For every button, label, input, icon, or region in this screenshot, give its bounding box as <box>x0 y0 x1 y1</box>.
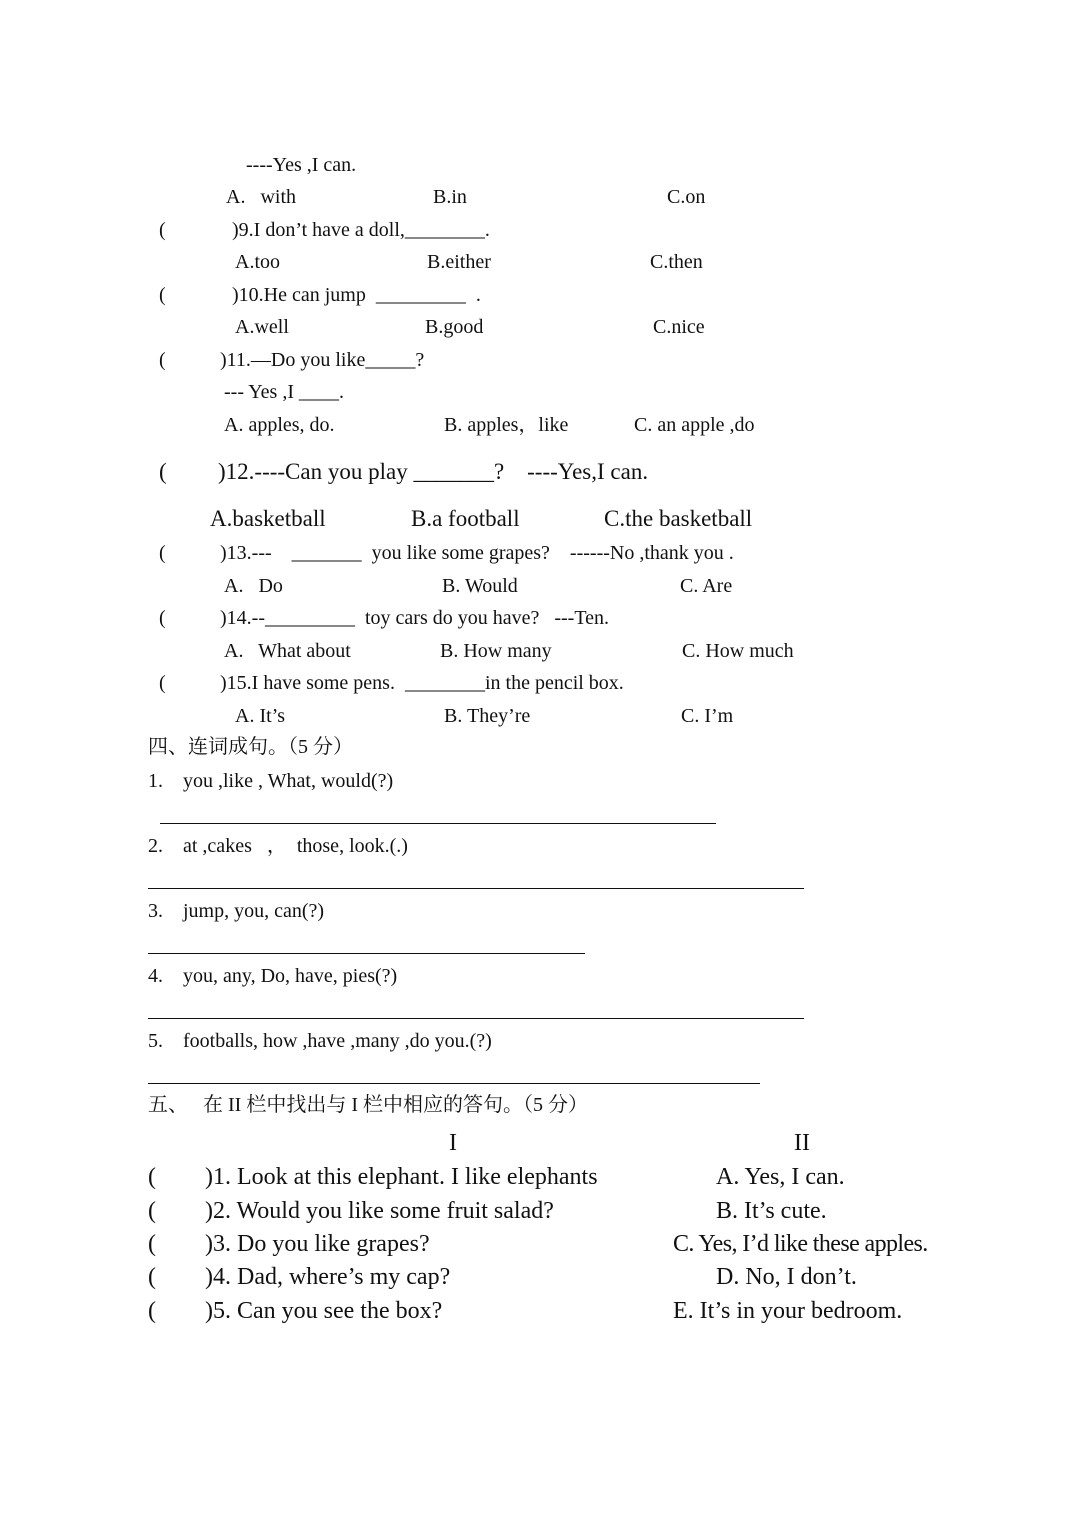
section5-question-2: )2. Would you like some fruit salad? <box>205 1198 554 1224</box>
answer-line-4 <box>148 1018 804 1019</box>
q9-paren: ( <box>159 219 166 241</box>
q11-option-b: B. apples，like <box>444 414 569 436</box>
q15-option-c: C. I’m <box>681 705 734 727</box>
answer-line-5 <box>148 1083 760 1084</box>
section5-paren-3: ( <box>148 1231 156 1257</box>
q8-option-b: B.in <box>433 186 467 208</box>
q8-option-a: A. with <box>226 186 296 208</box>
q15-option-b: B. They’re <box>444 705 531 727</box>
section5-paren-2: ( <box>148 1198 156 1224</box>
q9-option-b: B.either <box>427 251 491 273</box>
q13-paren: ( <box>159 542 166 564</box>
q13-option-c: C. Are <box>680 575 733 597</box>
section5-answer-b: B. It’s cute. <box>716 1198 827 1224</box>
q15-option-a: A. It’s <box>235 705 285 727</box>
q8-answer: ----Yes ,I can. <box>246 154 357 176</box>
q12-option-a: A.basketball <box>210 506 326 531</box>
section4-title: 四、连词成句。（5 分） <box>148 736 353 758</box>
section5-question-1: )1. Look at this elephant. I like elephants <box>205 1164 598 1190</box>
q12-paren: ( <box>159 459 167 484</box>
section5-question-5: )5. Can you see the box? <box>205 1298 443 1324</box>
section5-answer-d: D. No, I don’t. <box>716 1264 857 1290</box>
section5-answer-c: C. Yes, I’d like these apples. <box>673 1231 928 1257</box>
section5-question-3: )3. Do you like grapes? <box>205 1231 430 1257</box>
section5-answer-a: A. Yes, I can. <box>716 1164 845 1190</box>
q11-option-a: A. apples, do. <box>224 414 335 436</box>
q10-stem: )10.He can jump _________ . <box>232 284 481 306</box>
q12-stem: )12.----Can you play _______? ----Yes,I can. <box>218 459 649 484</box>
answer-line-2 <box>148 888 804 889</box>
q9-stem: )9.I don’t have a doll,________. <box>232 219 490 241</box>
q11-option-c: C. an apple ,do <box>634 414 755 436</box>
section5-col1-header: I <box>449 1130 457 1156</box>
q14-option-c: C. How much <box>682 640 794 662</box>
section4-item-4: 4. you, any, Do, have, pies(?) <box>148 965 398 987</box>
q15-stem: )15.I have some pens. ________in the pencil box. <box>220 672 624 694</box>
q14-stem: )14.--_________ toy cars do you have? ---Ten. <box>220 607 610 629</box>
q8-option-c: C.on <box>667 186 706 208</box>
q11-paren: ( <box>159 349 166 371</box>
q10-paren: ( <box>159 284 166 306</box>
q9-option-c: C.then <box>650 251 703 273</box>
q11-answer: --- Yes ,I ____. <box>224 381 344 403</box>
answer-line-3 <box>148 953 585 954</box>
q10-option-c: C.nice <box>653 316 705 338</box>
answer-line-1 <box>160 823 716 824</box>
section5-answer-e: E. It’s in your bedroom. <box>673 1298 903 1324</box>
q10-option-a: A.well <box>235 316 289 338</box>
q12-option-c: C.the basketball <box>604 506 753 531</box>
section4-item-2: 2. at ,cakes ， those, look.(.) <box>148 835 408 857</box>
q14-option-b: B. How many <box>440 640 552 662</box>
section4-item-5: 5. footballs, how ,have ,many ,do you.(?) <box>148 1030 492 1052</box>
q10-option-b: B.good <box>425 316 484 338</box>
section5-paren-1: ( <box>148 1164 156 1190</box>
section4-item-3: 3. jump, you, can(?) <box>148 900 325 922</box>
q13-option-b: B. Would <box>442 575 518 597</box>
section4-item-1: 1. you ,like , What, would(?) <box>148 770 394 792</box>
section5-question-4: )4. Dad, where’s my cap? <box>205 1264 451 1290</box>
q12-option-b: B.a football <box>411 506 520 531</box>
q15-paren: ( <box>159 672 166 694</box>
section5-paren-5: ( <box>148 1298 156 1324</box>
q13-option-a: A. Do <box>224 575 283 597</box>
q11-stem: )11.—Do you like_____? <box>220 349 425 371</box>
q14-paren: ( <box>159 607 166 629</box>
section5-paren-4: ( <box>148 1264 156 1290</box>
q13-stem: )13.--- _______ you like some grapes? ------No ,thank you . <box>220 542 734 564</box>
section5-col2-header: II <box>794 1130 810 1156</box>
section5-title: 五、 在 II 栏中找出与 I 栏中相应的答句。（5 分） <box>148 1094 588 1116</box>
q9-option-a: A.too <box>235 251 280 273</box>
q14-option-a: A. What about <box>224 640 351 662</box>
